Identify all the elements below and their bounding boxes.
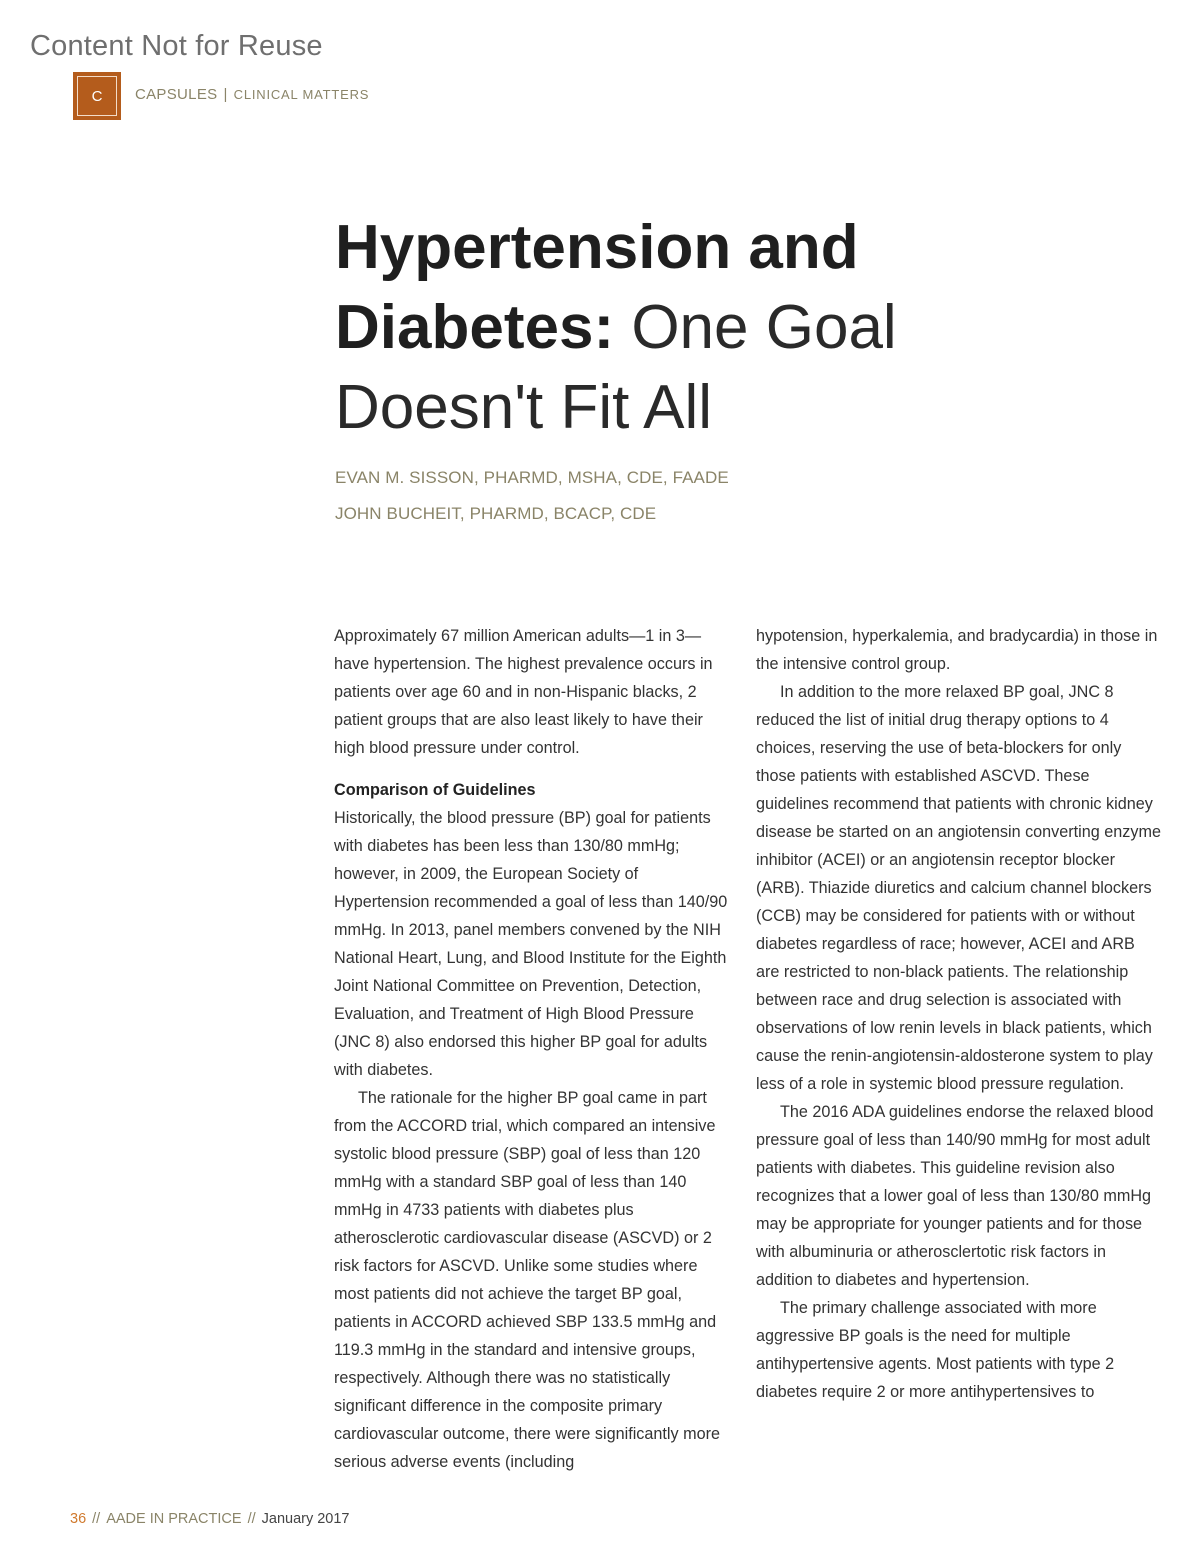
article-title <box>335 208 1095 448</box>
article-title-light: One Goal Doesn't Fit All <box>335 293 897 442</box>
paragraph: hypotension, hyperkalemia, and bradycardia) in those in the intensive control group. <box>756 627 1158 673</box>
page-footer <box>70 1511 350 1527</box>
author-1: EVAN M. SISSON, PHARMD, MSHA, CDE, FAADE <box>335 468 729 487</box>
paragraph: In addition to the more relaxed BP goal, JNC 8 reduced the list of initial drug therapy options to 4 choices, reserving the use of beta-blockers for only those patients with established ASCVD. These guidelines recommend that patients with chronic kidney disease be started on an angiotensin converting enzyme inhibitor (ACEI) or an angiotensin receptor blocker (ARB). Thiazide diuretics and calcium channel blockers (CCB) may be considered for patients with or without diabetes regardless of race; however, ACEI and ARB are restricted to non-black patients. The relationship between race and drug selection is associated with observations of low renin levels in black patients, which cause the renin-angiotensin-aldosterone system to play less of a role in systemic blood pressure regulation. <box>756 683 1161 1093</box>
paragraph: The primary challenge associated with more aggressive BP goals is the need for multiple antihypertensive agents. Most patients with type 2 diabetes require 2 or more antihypertensives to <box>756 1299 1115 1401</box>
left-column <box>334 622 734 1476</box>
section-name: CAPSULES <box>135 86 218 103</box>
page-number: 36 <box>70 1511 87 1527</box>
publication-name: AADE IN PRACTICE <box>106 1511 242 1527</box>
section-heading: Comparison of Guidelines <box>334 781 536 799</box>
section-badge-letter: C <box>77 76 117 116</box>
section-label <box>135 86 369 103</box>
section-divider: | <box>223 86 228 103</box>
author-2: JOHN BUCHEIT, PHARMD, BCACP, CDE <box>335 504 657 523</box>
paragraph: The 2016 ADA guidelines endorse the relaxed blood pressure goal of less than 140/90 mmHg for most adult patients with diabetes. This guideline revision also recognizes that a lower goal of less than 130/80 mmHg may be appropriate for younger patients and for those with albuminuria or atherosclertotic risk factors in addition to diabetes and hypertension. <box>756 1103 1154 1289</box>
paragraph: Historically, the blood pressure (BP) goal for patients with diabetes has been less than 130/80 mmHg; however, in 2009, the European Society of Hypertension recommended a goal of less than 140/90 mmHg. In 2013, panel members convened by the NIH National Heart, Lung, and Blood Institute for the Eighth Joint National Committee on Prevention, Detection, Evaluation, and Treatment of High Blood Pressure (JNC 8) also endorsed this higher BP goal for adults with diabetes. <box>334 809 728 1079</box>
watermark-text: Content Not for Reuse <box>30 30 323 62</box>
paragraph: Approximately 67 million American adults—1 in 3—have hypertension. The highest prevalence occurs in patients over age 60 and in non-Hispanic blacks, 2 patient groups that are also least likely to have their high blood pressure under control. <box>334 627 713 757</box>
issue-date: January 2017 <box>261 1511 350 1527</box>
author-list <box>335 460 729 532</box>
footer-separator: // <box>92 1511 101 1527</box>
paragraph: The rationale for the higher BP goal came in part from the ACCORD trial, which compared an intensive systolic blood pressure (SBP) goal of less than 120 mmHg with a standard SBP goal of less than 140 mmHg in 4733 patients with diabetes plus atherosclerotic cardiovascular disease (ASCVD) or 2 risk factors for ASCVD. Unlike some studies where most patients did not achieve the target BP goal, patients in ACCORD achieved SBP 133.5 mmHg and 119.3 mmHg in the standard and intensive groups, respectively. Although there was no statistically significant difference in the composite primary cardiovascular outcome, there were significantly more serious adverse events (including <box>334 1089 720 1471</box>
section-badge <box>73 72 121 120</box>
footer-separator: // <box>247 1511 256 1527</box>
section-subname: CLINICAL MATTERS <box>233 87 370 102</box>
article-title-bold: Hypertension and Diabetes: <box>335 213 859 362</box>
right-column <box>756 622 1161 1406</box>
